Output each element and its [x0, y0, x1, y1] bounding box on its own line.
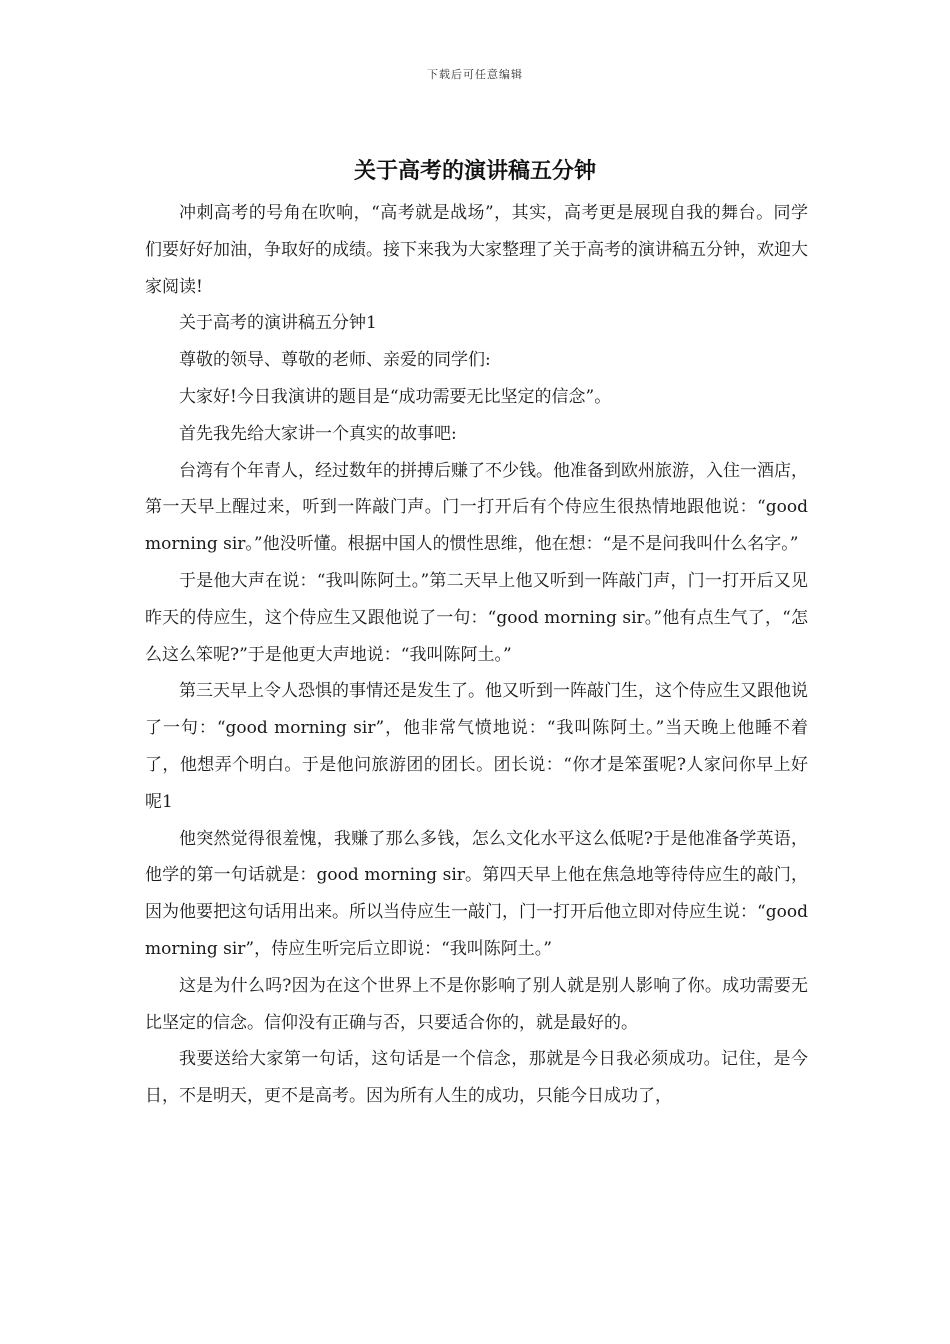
paragraph: 他突然觉得很羞愧，我赚了那么多钱，怎么文化水平这么低呢?于是他准备学英语，他学的第一句话就是：good morning sir。第四天早上他在焦急地等待侍应生的敲门，因为他要把这句话用出来。所以当侍应生一敲门，门一打开后他立即对侍应生说：“good morning sir”，侍应生听完后立即说：“我叫陈阿土。”: [145, 828, 808, 959]
document-body: [145, 195, 808, 1115]
paragraph: 于是他大声在说：“我叫陈阿土。”第二天早上他又听到一阵敲门声，门一打开后又见昨天的侍应生，这个侍应生又跟他说了一句：“good morning sir。”他有点生气了，“怎么这么笨呢?”于是他更大声地说：“我叫陈阿土。”: [145, 570, 808, 665]
paragraph: 冲刺高考的号角在吹响，“高考就是战场”，其实，高考更是展现自我的舞台。同学们要好好加油，争取好的成绩。接下来我为大家整理了关于高考的演讲稿五分钟，欢迎大家阅读!: [145, 203, 808, 297]
paragraph: 尊敬的领导、尊敬的老师、亲爱的同学们:: [179, 350, 491, 371]
paragraph: 第三天早上令人恐惧的事情还是发生了。他又听到一阵敲门生，这个侍应生又跟他说了一句：“good morning sir”，他非常气愤地说：“我叫陈阿土。”当天晚上他睡不着了，他想弄个明白。于是他问旅游团的团长。团长说：“你才是笨蛋呢?人家问你早上好呢1: [145, 681, 808, 812]
document-title: 关于高考的演讲稿五分钟: [353, 158, 596, 184]
paragraph: 关于高考的演讲稿五分钟1: [179, 313, 377, 334]
paragraph: 这是为什么吗?因为在这个世界上不是你影响了别人就是别人影响了你。成功需要无比坚定的信念。信仰没有正确与否，只要适合你的，就是最好的。: [145, 975, 808, 1033]
paragraph: 大家好!今日我演讲的题目是“成功需要无比坚定的信念”。: [179, 386, 612, 407]
header-note: 下载后可任意编辑: [427, 68, 523, 81]
paragraph: 台湾有个年青人，经过数年的拼搏后赚了不少钱。他准备到欧州旅游，入住一酒店，第一天早上醒过来，听到一阵敲门声。门一打开后有个侍应生很热情地跟他说：“good morning sir。”他没听懂。根据中国人的惯性思维，他在想：“是不是问我叫什么名字。”: [145, 460, 808, 555]
paragraph: 首先我先给大家讲一个真实的故事吧:: [179, 423, 457, 444]
paragraph: 我要送给大家第一句话，这句话是一个信念，那就是今日我必须成功。记住，是今日，不是明天，更不是高考。因为所有人生的成功，只能今日成功了，: [145, 1049, 808, 1107]
